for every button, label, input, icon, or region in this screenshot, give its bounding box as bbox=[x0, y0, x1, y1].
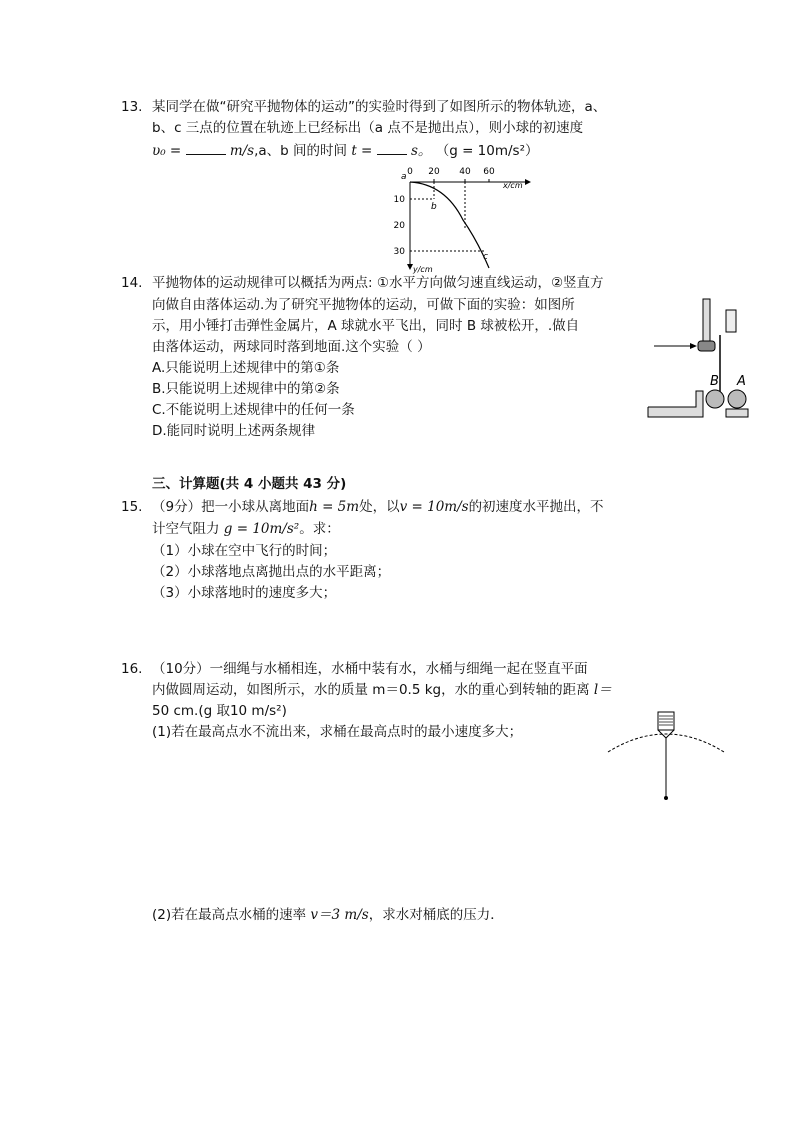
x-tick-label: 40 bbox=[459, 167, 471, 177]
q13-unit-1: m/s bbox=[229, 143, 255, 159]
q14-line-4: 由落体运动，两球同时落到地面.这个实验（ ） bbox=[152, 339, 431, 355]
ball-a-icon bbox=[728, 390, 746, 408]
y-tick-label: 20 bbox=[393, 221, 405, 231]
ball-a-stand bbox=[726, 409, 748, 417]
q16-text-2a: 内做圆周运动，如图所示，水的质量 bbox=[152, 682, 368, 698]
q14-number: 14. bbox=[121, 275, 143, 291]
q16-bucket-diagram bbox=[604, 706, 728, 802]
q16-text-sub2a: (2)若在最高点水桶的速率 bbox=[152, 907, 307, 923]
q15-number: 15. bbox=[121, 499, 143, 515]
ball-a-label: A bbox=[737, 374, 746, 389]
q14-line-1: 平抛物体的运动规律可以概括为两点: ①水平方向做匀速直线运动，②竖直方 bbox=[152, 275, 604, 291]
q14-line-2: 向做自由落体运动.为了研究平抛物体的运动，可做下面的实验：如图所 bbox=[152, 297, 575, 313]
y-tick-label: 10 bbox=[393, 195, 405, 205]
q15-sub-1: （1）小球在空中飞行的时间； bbox=[152, 543, 337, 559]
q13-t-symbol: t = bbox=[351, 143, 373, 159]
ball-b-label: B bbox=[710, 374, 719, 389]
q14-option-c[interactable]: C.不能说明上述规律中的任何一条 bbox=[152, 402, 355, 418]
q16-line-1: （10分）一细绳与水桶相连，水桶中装有水，水桶与细绳一起在竖直平面 bbox=[152, 661, 588, 677]
q14-option-a[interactable]: A.只能说明上述规律中的第①条 bbox=[152, 360, 340, 376]
q14-option-d[interactable]: D.能同时说明上述两条规律 bbox=[152, 423, 316, 439]
q13-line-2: b、c 三点的位置在轨迹上已经标出（a 点不是抛出点），则小球的初速度 bbox=[152, 120, 584, 136]
q16-line-2 bbox=[152, 680, 612, 700]
q15-text-1a: （9分）把一小球从离地面 bbox=[152, 499, 310, 515]
strike-arrow-head-icon bbox=[690, 343, 697, 349]
x-tick-label: 20 bbox=[428, 167, 440, 177]
q13-mid-text: ,a、b 间的时间 bbox=[254, 143, 348, 159]
bucket-icon bbox=[658, 712, 674, 730]
q14-apparatus-diagram bbox=[648, 295, 758, 423]
q13-gravity: （g = 10m/s²） bbox=[435, 143, 539, 159]
q13-answer-blank-2[interactable] bbox=[377, 140, 407, 155]
q16-length: l＝ bbox=[593, 682, 612, 698]
x-tick-label: 60 bbox=[483, 167, 495, 177]
q16-number: 16. bbox=[121, 661, 143, 677]
point-c-label: c bbox=[483, 252, 488, 262]
q13-v0-symbol: υ₀ = bbox=[152, 143, 182, 159]
x-axis-label: x/cm bbox=[503, 181, 523, 190]
q15-text-2b: 。求： bbox=[299, 521, 340, 537]
section-3-title: 三、计算题(共 4 小题共 43 分) bbox=[152, 476, 347, 492]
post-top bbox=[726, 310, 736, 332]
q13-trajectory-graph bbox=[385, 160, 535, 278]
q16-mass: m＝0.5 kg bbox=[372, 682, 442, 698]
x-tick-label: 0 bbox=[407, 167, 413, 177]
ball-b-stand bbox=[648, 391, 703, 417]
q15-text-1b: 处，以 bbox=[359, 499, 400, 515]
q14-option-b[interactable]: B.只能说明上述规律中的第②条 bbox=[152, 381, 340, 397]
pivot-point-icon bbox=[664, 796, 668, 800]
q13-line-1: 某同学在做“研究平抛物体的运动”的实验时得到了如图所示的物体轨迹，a、 bbox=[152, 99, 607, 115]
y-axis-label: y/cm bbox=[413, 265, 433, 274]
q16-text-sub2b: ，求水对桶底的压力． bbox=[368, 907, 504, 923]
q15-sub-2: （2）小球落地点离抛出点的水平距离； bbox=[152, 564, 391, 580]
q16-sub-1: (1)若在最高点水不流出来，求桶在最高点时的最小速度多大； bbox=[152, 724, 523, 740]
q15-line-1 bbox=[152, 497, 604, 517]
hammer-head-icon bbox=[698, 341, 715, 351]
q15-line-2 bbox=[152, 519, 340, 539]
q15-text-2a: 计空气阻力 bbox=[152, 521, 220, 537]
y-tick-label: 30 bbox=[393, 247, 405, 257]
q15-height: h = 5m bbox=[309, 499, 360, 515]
q15-text-1c: 的初速度水平抛出，不 bbox=[468, 499, 604, 515]
q16-velocity: v＝3 m/s bbox=[310, 907, 369, 923]
hammer-handle-icon bbox=[703, 299, 710, 345]
q15-gravity: g = 10m/s² bbox=[223, 521, 300, 537]
ball-b-icon bbox=[706, 390, 724, 408]
q15-sub-3: （3）小球落地时的速度多大； bbox=[152, 585, 337, 601]
q13-unit-2: s。 bbox=[410, 143, 432, 159]
x-axis-arrow-icon bbox=[525, 179, 531, 185]
q13-answer-blank-1[interactable] bbox=[186, 140, 226, 155]
q13-line-3 bbox=[152, 140, 539, 161]
q14-line-3: 示，用小锤打击弹性金属片，A 球就水平飞出，同时 B 球被松开，.做自 bbox=[152, 318, 580, 334]
q13-number: 13. bbox=[121, 99, 143, 115]
trajectory-curve bbox=[410, 182, 489, 268]
q16-line-3: 50 cm.(g 取10 m/s²) bbox=[152, 703, 287, 719]
q16-text-2b: ，水的重心到转轴的距离 bbox=[441, 682, 590, 698]
q15-velocity: v = 10m/s bbox=[399, 499, 469, 515]
point-b-label: b bbox=[431, 202, 437, 212]
point-a-label: a bbox=[401, 172, 407, 182]
q16-sub-2 bbox=[152, 905, 504, 925]
